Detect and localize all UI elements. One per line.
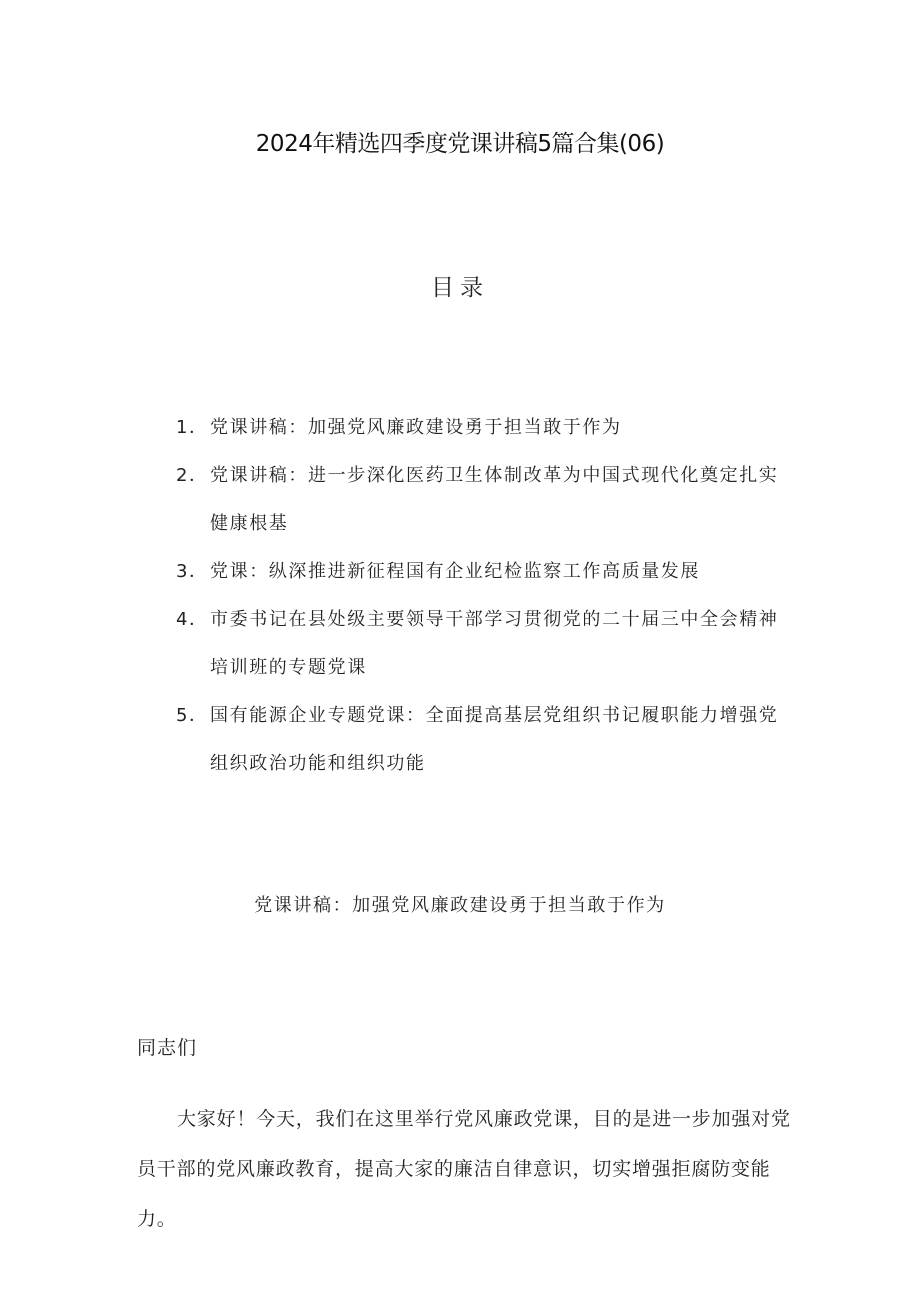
toc-item-text: 党课：纵深推进新征程国有企业纪检监察工作高质量发展 bbox=[210, 561, 700, 582]
toc-item-number: 2． bbox=[176, 465, 209, 486]
toc-item-3[interactable] bbox=[176, 548, 796, 596]
toc-item-2[interactable] bbox=[176, 452, 796, 548]
toc-item-text: 党课讲稿：加强党风廉政建设勇于担当敢于作为 bbox=[210, 417, 622, 438]
salutation: 同志们 bbox=[137, 1037, 198, 1059]
toc-item-text: 市委书记在县处级主要领导干部学习贯彻党的二十届三中全会精神培训班的专题党课 bbox=[210, 609, 779, 678]
toc-item-5[interactable] bbox=[176, 692, 796, 788]
toc-item-text: 党课讲稿：进一步深化医药卫生体制改革为中国式现代化奠定扎实健康根基 bbox=[210, 465, 779, 534]
toc-item-number: 5． bbox=[176, 705, 209, 726]
body-paragraph: 大家好！今天，我们在这里举行党风廉政党课，目的是进一步加强对党员干部的党风廉政教育，提高大家的廉洁自律意识，切实增强拒腐防变能力。 bbox=[137, 1108, 791, 1230]
document-title: 2024年精选四季度党课讲稿5篇合集(06) bbox=[255, 131, 665, 157]
toc-item-number: 3． bbox=[176, 561, 209, 582]
toc-item-4[interactable] bbox=[176, 596, 796, 692]
toc-item-number: 4． bbox=[176, 609, 209, 630]
toc-item-1[interactable] bbox=[176, 404, 796, 452]
section-title: 党课讲稿：加强党风廉政建设勇于担当敢于作为 bbox=[254, 895, 666, 916]
toc-item-number: 1． bbox=[176, 417, 209, 438]
toc-item-text: 国有能源企业专题党课：全面提高基层党组织书记履职能力增强党组织政治功能和组织功能 bbox=[210, 705, 779, 774]
toc-heading: 目录 bbox=[431, 275, 489, 301]
table-of-contents bbox=[176, 404, 796, 788]
